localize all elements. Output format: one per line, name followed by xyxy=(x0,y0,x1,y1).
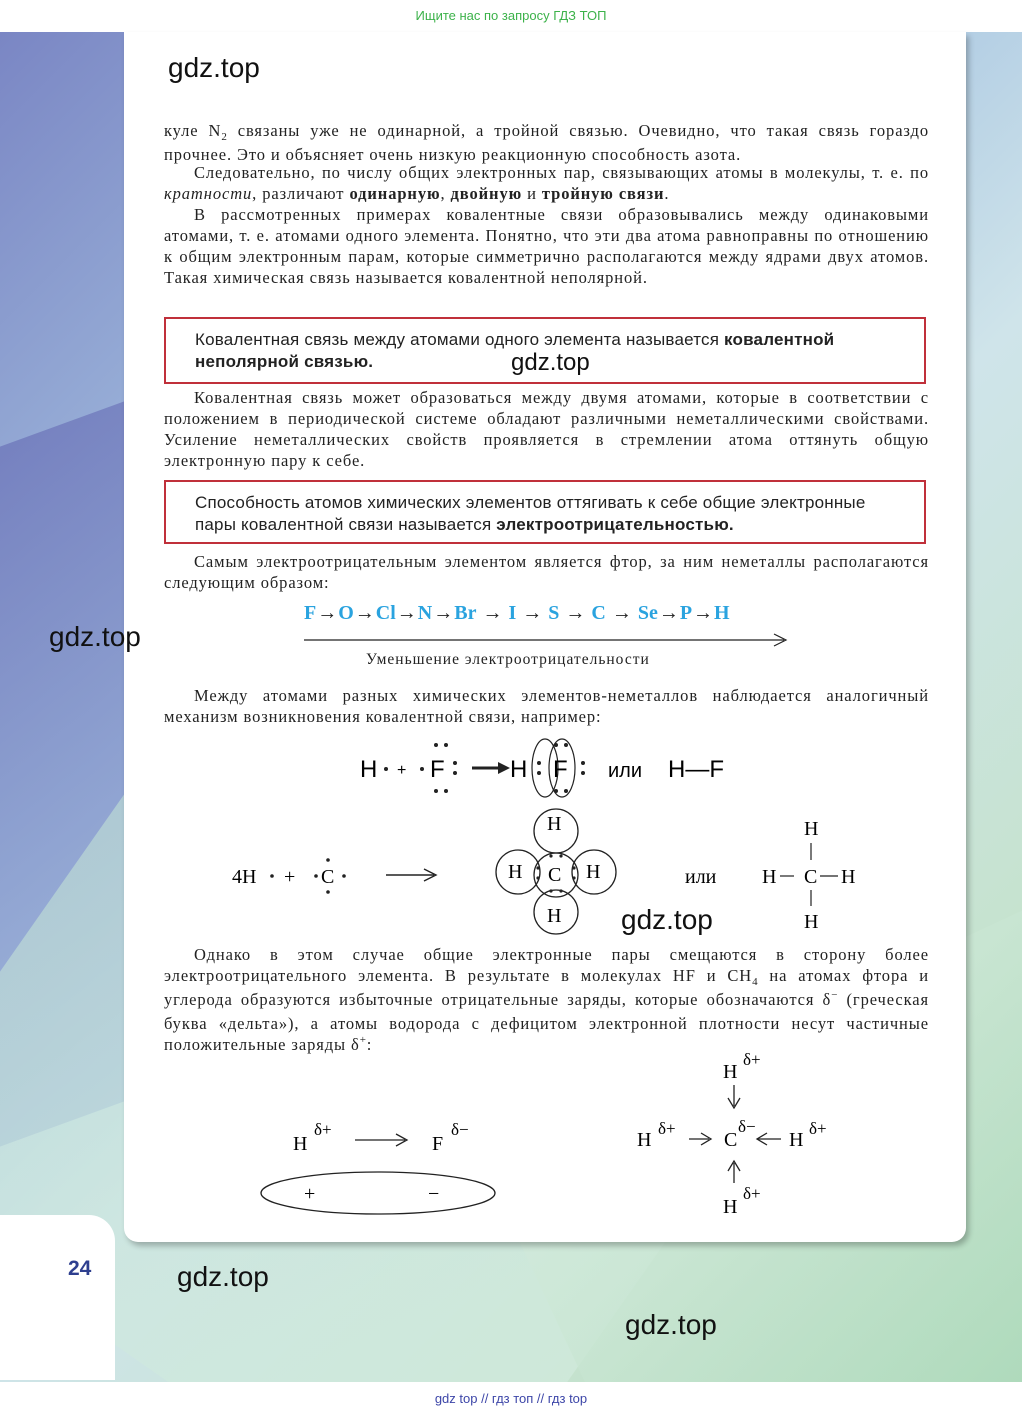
svg-text:H: H xyxy=(586,861,601,883)
svg-text:H—F: H—F xyxy=(668,756,724,783)
svg-text:δ−: δ− xyxy=(451,1120,469,1139)
svg-text:H: H xyxy=(723,1061,738,1083)
svg-text:H: H xyxy=(508,861,523,883)
paragraph-5: Самым электроотрицательным элементом является фтор, за ним неметаллы располагаются следующим образом: xyxy=(164,552,929,592)
hf-formation-scheme xyxy=(350,735,750,800)
svg-text:δ+: δ+ xyxy=(314,1120,332,1139)
svg-text:H: H xyxy=(804,911,819,933)
svg-text:H: H xyxy=(293,1133,308,1155)
watermark: gdz.top xyxy=(177,1261,269,1292)
hf-partial-charges xyxy=(255,1110,505,1220)
paragraph-7: Однако в этом случае общие электронные пары смещаются в сторону более электроотрицательного элемента. В результате в молекулах HF и $CH_4$ на атомах фтора и углерода образуются избыточные отрицательные заряды, которые обозначаются δ− (греческая буква «дельта»), а атомы водорода с дефицитом электронной плотности несут частичные положительные заряды δ+: xyxy=(164,945,929,1054)
svg-text:F: F xyxy=(430,756,445,783)
page-corner-tab xyxy=(0,1215,115,1380)
series-label: Уменьшение электроотрицательности xyxy=(366,651,650,668)
svg-text:F: F xyxy=(432,1133,444,1155)
svg-text:C: C xyxy=(724,1129,738,1151)
svg-text:или: или xyxy=(685,866,717,888)
paragraph-6: Между атомами разных химических элементов-неметаллов наблюдается аналогичный механизм возникновения ковалентной связи, например: xyxy=(164,686,929,726)
decrease-arrow xyxy=(300,630,792,650)
svg-text:δ+: δ+ xyxy=(743,1050,761,1069)
svg-text:δ−: δ− xyxy=(738,1117,756,1136)
svg-text:H: H xyxy=(360,756,378,783)
paragraph-4: Ковалентная связь может образоваться между двумя атомами, которые в соответствии с положением в периодической системе обладают различными неметаллическими свойствами. Усиление неметаллических свойств проявляется в стремлении атома оттянуть общую электронную пару к себе. xyxy=(164,388,929,470)
svg-text:δ+: δ+ xyxy=(658,1119,676,1138)
ch4-partial-charges xyxy=(625,1045,855,1225)
top-banner: Ищите нас по запросу ГДЗ ТОП xyxy=(0,0,1022,32)
svg-text:δ+: δ+ xyxy=(743,1184,761,1203)
paragraph-3: В рассмотренных примерах ковалентные связи образовывались между одинаковыми атомами, т. е. атомами одного элемента. Понятно, что эти два атома равноправны по отношению к общим электронным парам, которые симметрично располагаются между ядрами двух атомов. Такая химическая связь называется ковалентной неполярной. xyxy=(164,205,929,287)
watermark: gdz.top xyxy=(49,621,141,652)
svg-text:C: C xyxy=(321,866,335,888)
svg-text:H: H xyxy=(789,1129,804,1151)
svg-text:H: H xyxy=(723,1196,738,1218)
svg-text:+: + xyxy=(284,866,296,888)
definition-box-nonpolar: Ковалентная связь между атомами одного элемента называется ковалентной неполярной связью. xyxy=(164,317,926,384)
svg-text:H: H xyxy=(637,1129,652,1151)
watermark: gdz.top xyxy=(621,904,713,935)
svg-text:+: + xyxy=(397,762,407,779)
watermark: gdz.top xyxy=(625,1309,717,1340)
watermark: gdz.top xyxy=(168,52,260,83)
svg-text:H: H xyxy=(762,866,777,888)
svg-text:C: C xyxy=(804,866,818,888)
svg-text:F: F xyxy=(553,756,568,783)
svg-text:H: H xyxy=(547,905,562,927)
watermark: gdz.top xyxy=(511,349,590,376)
paragraph-2: Следовательно, по числу общих электронных пар, связывающих атомы в молекулы, т. е. по кратности, различают одинарную, двойную и тройную связи. xyxy=(164,163,929,203)
definition-box-electronegativity: Способность атомов химических элементов оттягивать к себе общие электронные пары ковалентной связи называется электроотрицательностью. xyxy=(164,480,926,544)
svg-text:C: C xyxy=(548,864,562,886)
svg-text:H: H xyxy=(804,818,819,840)
svg-text:4H: 4H xyxy=(232,866,257,888)
svg-text:+: + xyxy=(304,1183,316,1205)
svg-text:или: или xyxy=(608,760,643,782)
svg-text:H: H xyxy=(547,813,562,835)
paragraph-1: куле $N_2$ связаны уже не одинарной, а тройной связью. Очевидно, что такая связь гораздо прочнее. Это и объясняет очень низкую реакционную способность азота. xyxy=(164,121,929,164)
bottom-banner: gdz top // гдз топ // гдз top xyxy=(0,1382,1022,1415)
svg-text:H: H xyxy=(841,866,856,888)
ch4-formation-scheme xyxy=(220,800,870,940)
electronegativity-series: F→O→Cl→N→Br → I → S → C → Se→P→H xyxy=(304,602,730,624)
svg-text:δ+: δ+ xyxy=(809,1119,827,1138)
svg-text:−: − xyxy=(428,1183,440,1205)
svg-text:H: H xyxy=(510,756,528,783)
page-number: 24 xyxy=(68,1257,92,1280)
